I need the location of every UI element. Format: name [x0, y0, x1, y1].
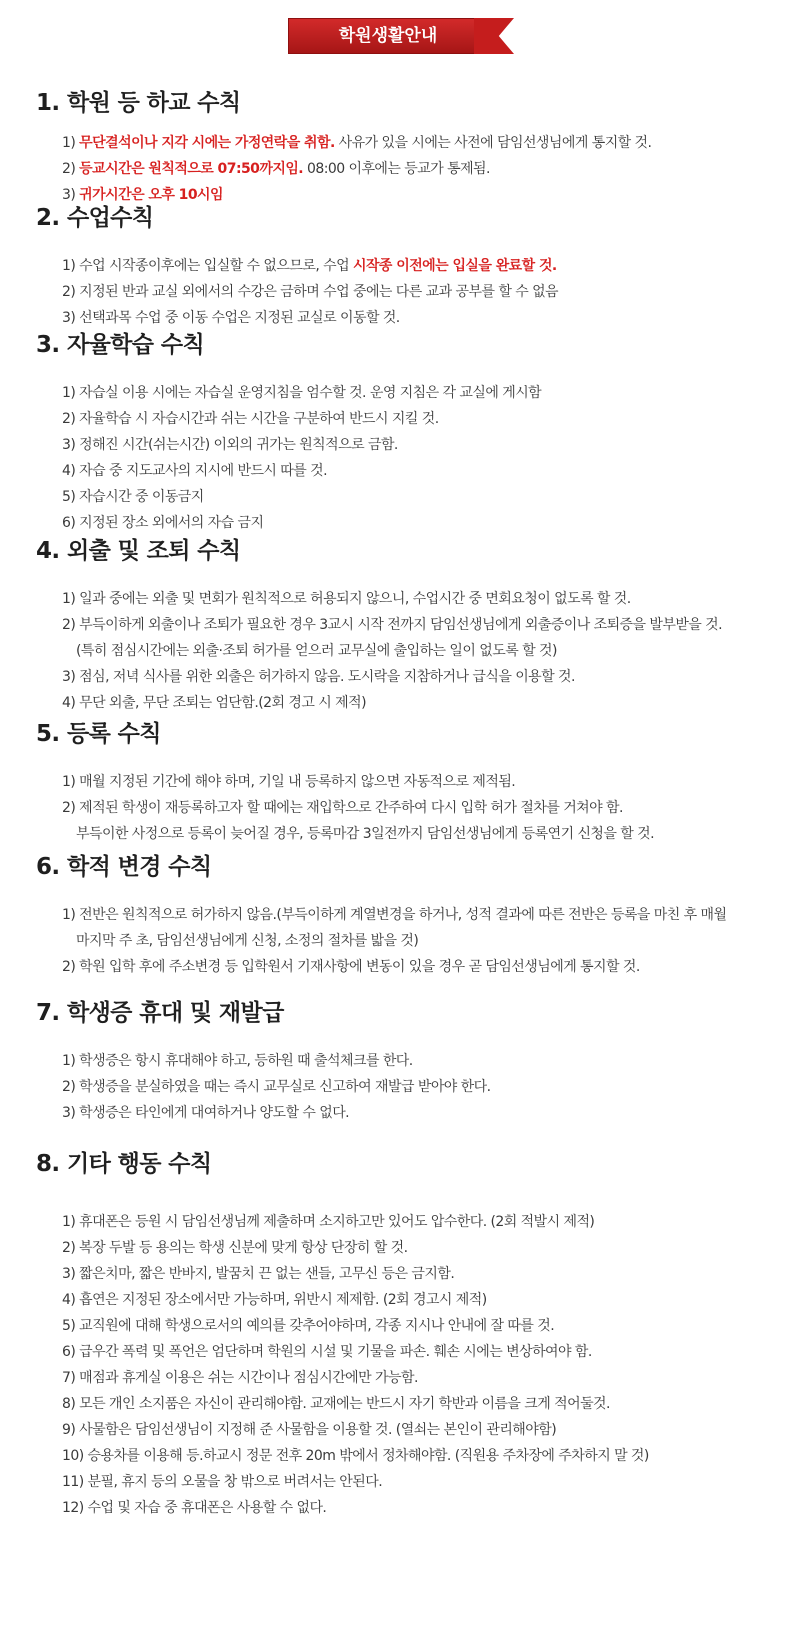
- title-banner: [288, 18, 514, 54]
- rule-number: 3): [62, 187, 80, 203]
- rule-number: 4): [62, 695, 80, 711]
- rule-number: 6): [62, 515, 80, 531]
- rule-text: 흡연은 지정된 장소에서만 가능하며, 위반시 제제함. (2회 경고시 제적): [79, 1292, 487, 1308]
- rule-number: 8): [62, 1396, 80, 1412]
- rule-text: 08:00 이후에는 등교가 통제됨.: [303, 161, 490, 177]
- rule-section: [36, 1145, 649, 1521]
- rule-text: 학원 입학 후에 주소변경 등 입학원서 기재사항에 변동이 있을 경우 곧 담임선생님에게 통지할 것.: [79, 959, 640, 975]
- page-title: 학원생활안내: [338, 26, 438, 46]
- rule-number: 4): [62, 463, 80, 479]
- rule-number: 3): [62, 310, 80, 326]
- rule-number: 5): [62, 1318, 80, 1334]
- rule-number: 2): [62, 800, 80, 816]
- rule-text: 수업 및 자습 중 휴대폰은 사용할 수 없다.: [87, 1500, 327, 1516]
- rule-item: [36, 586, 722, 612]
- rule-emphasis: 등교시간은 원칙적으로 07:50까지임.: [79, 161, 304, 177]
- rule-number: 3): [62, 669, 80, 685]
- rule-section: [36, 994, 491, 1126]
- rule-text: 일과 중에는 외출 및 면회가 원칙적으로 허용되지 않으니, 수업시간 중 면회요청이 없도록 할 것.: [79, 591, 631, 607]
- rule-emphasis: 시작종 이전에는 입실을 완료할 것.: [352, 258, 557, 274]
- rule-number: 2): [62, 617, 80, 633]
- rule-number: 1): [62, 774, 80, 790]
- rule-number: 1): [62, 907, 80, 923]
- rule-item: [36, 253, 558, 279]
- rule-item: [36, 458, 541, 484]
- rule-number: 1): [62, 258, 80, 274]
- rule-list: [36, 1209, 649, 1521]
- rule-text: 부득이한 사정으로 등록이 늦어질 경우, 등록마감 3일전까지 담임선생님에게 등록연기 신청을 할 것.: [76, 826, 655, 842]
- rule-item: [36, 380, 541, 406]
- rule-text: 자습실 이용 시에는 자습실 운영지침을 엄수할 것. 운영 지침은 각 교실에 게시함: [79, 385, 542, 401]
- rule-list: [36, 769, 654, 847]
- rule-number: 6): [62, 1344, 80, 1360]
- rule-number: 1): [62, 1053, 80, 1069]
- rule-item: [36, 928, 726, 954]
- rule-item: [36, 432, 541, 458]
- rule-item: [36, 902, 726, 928]
- rule-item: [36, 1339, 649, 1365]
- rule-text: 자율학습 시 자습시간과 쉬는 시간을 구분하여 반드시 지킬 것.: [79, 411, 439, 427]
- rule-number: 2): [62, 411, 80, 427]
- rule-item: [36, 156, 651, 182]
- rule-text: (특히 점심시간에는 외출·조퇴 허가를 얻으러 교무실에 출입하는 일이 없도록 할 것): [76, 643, 557, 659]
- rule-item: [36, 1365, 649, 1391]
- rule-section: [36, 199, 558, 331]
- rule-item: [36, 1495, 649, 1521]
- rule-emphasis: 무단결석이나 지각 시에는 가정연락을 취함.: [79, 135, 335, 151]
- rule-text: 학생증을 분실하였을 때는 즉시 교무실로 신고하여 재발급 받아야 한다.: [79, 1079, 491, 1095]
- rule-text: 사유가 있을 시에는 사전에 담임선생님에게 통지할 것.: [334, 135, 652, 151]
- rule-item: [36, 769, 654, 795]
- rule-item: [36, 638, 722, 664]
- rule-number: 9): [62, 1422, 80, 1438]
- section-heading: 1. 학원 등 하교 수칙: [36, 90, 241, 116]
- rule-text: 점심, 저녁 식사를 위한 외출은 허가하지 않음. 도시락을 지참하거나 급식을 이용할 것.: [79, 669, 575, 685]
- rule-item: [36, 1209, 649, 1235]
- rule-number: 3): [62, 437, 80, 453]
- rule-number: 2): [62, 1240, 80, 1256]
- section-heading: 4. 외출 및 조퇴 수칙: [36, 538, 241, 564]
- section-heading: 2. 수업수칙: [36, 205, 154, 231]
- rule-item: [36, 1443, 649, 1469]
- rule-list: [36, 902, 726, 980]
- rule-item: [36, 1391, 649, 1417]
- rule-section: [36, 715, 654, 847]
- rule-text: 지정된 장소 외에서의 자습 금지: [79, 515, 264, 531]
- rule-number: 5): [62, 489, 80, 505]
- rule-text: 무단 외출, 무단 조퇴는 엄단함.(2회 경고 시 제적): [79, 695, 366, 711]
- section-heading: 5. 등록 수칙: [36, 721, 161, 747]
- rule-item: [36, 612, 722, 638]
- rule-section: [36, 84, 651, 208]
- rule-number: 2): [62, 161, 80, 177]
- rule-text: 정해진 시간(쉬는시간) 이외의 귀가는 원칙적으로 금함.: [79, 437, 398, 453]
- rule-number: 3): [62, 1266, 80, 1282]
- rule-text: 사물함은 담임선생님이 지정해 준 사물함을 이용할 것. (열쇠는 본인이 관리해야함): [79, 1422, 557, 1438]
- rule-text: 학생증은 항시 휴대해야 하고, 등하원 때 출석체크를 한다.: [79, 1053, 413, 1069]
- rule-item: [36, 795, 654, 821]
- rule-text: 수업 시작종이후에는 입실할 수 없으므로, 수업: [79, 258, 353, 274]
- rule-number: 11): [62, 1474, 88, 1490]
- rule-text: 부득이하게 외출이나 조퇴가 필요한 경우 3교시 시작 전까지 담임선생님에게 외출증이나 조퇴증을 발부받을 것.: [79, 617, 723, 633]
- rule-number: 1): [62, 385, 80, 401]
- rule-text: 전반은 원칙적으로 허가하지 않음.(부득이하게 계열변경을 하거나, 성적 결과에 따른 전반은 등록을 마친 후 매월: [79, 907, 727, 923]
- rule-number: 1): [62, 591, 80, 607]
- section-heading: 3. 자율학습 수칙: [36, 332, 205, 358]
- rule-number: 2): [62, 959, 80, 975]
- rule-text: 모든 개인 소지품은 자신이 관리해야함. 교재에는 반드시 자기 학반과 이름을 크게 적어둘것.: [79, 1396, 610, 1412]
- rule-item: [36, 1074, 491, 1100]
- section-heading: 8. 기타 행동 수칙: [36, 1151, 212, 1177]
- rule-text: 마지막 주 초, 담임선생님에게 신청, 소정의 절차를 밟을 것): [76, 933, 419, 949]
- rule-text: 승용차를 이용해 등.하교시 정문 전후 20m 밖에서 정차해야함. (직원용 주차장에 주차하지 말 것): [87, 1448, 649, 1464]
- rule-number: 1): [62, 135, 80, 151]
- rule-number: 4): [62, 1292, 80, 1308]
- rule-item: [36, 1313, 649, 1339]
- rule-section: [36, 848, 726, 980]
- rule-item: [36, 664, 722, 690]
- rule-number: 10): [62, 1448, 88, 1464]
- rule-item: [36, 1287, 649, 1313]
- rule-number: 1): [62, 1214, 80, 1230]
- rule-text: 제적된 학생이 재등록하고자 할 때에는 재입학으로 간주하여 다시 입학 허가 절차를 거쳐야 함.: [79, 800, 623, 816]
- rule-text: 매점과 휴게실 이용은 쉬는 시간이나 점심시간에만 가능함.: [79, 1370, 418, 1386]
- rule-text: 급우간 폭력 및 폭언은 엄단하며 학원의 시설 및 기물을 파손. 훼손 시에는 변상하여야 함.: [79, 1344, 592, 1360]
- rule-item: [36, 1469, 649, 1495]
- rule-number: 2): [62, 1079, 80, 1095]
- rule-number: 12): [62, 1500, 88, 1516]
- rule-text: 학생증은 타인에게 대여하거나 양도할 수 없다.: [79, 1105, 350, 1121]
- rule-item: [36, 1261, 649, 1287]
- rule-text: 복장 두발 등 용의는 학생 신분에 맞게 항상 단장히 할 것.: [79, 1240, 408, 1256]
- rule-item: [36, 690, 722, 716]
- rule-list: [36, 586, 722, 716]
- rule-text: 선택과목 수업 중 이동 수업은 지정된 교실로 이동할 것.: [79, 310, 400, 326]
- rule-item: [36, 954, 726, 980]
- section-heading: 7. 학생증 휴대 및 재발급: [36, 1000, 284, 1026]
- rule-section: [36, 532, 722, 716]
- rule-section: [36, 326, 541, 536]
- rule-item: [36, 821, 654, 847]
- rule-item: [36, 1048, 491, 1074]
- rule-item: [36, 406, 541, 432]
- rule-item: [36, 130, 651, 156]
- rule-item: [36, 484, 541, 510]
- rule-text: 휴대폰은 등원 시 담임선생님께 제출하며 소지하고만 있어도 압수한다. (2회 적발시 제적): [79, 1214, 595, 1230]
- rule-number: 3): [62, 1105, 80, 1121]
- rule-list: [36, 130, 651, 208]
- rule-text: 짧은치마, 짧은 반바지, 발꿈치 끈 없는 샌들, 고무신 등은 금지함.: [79, 1266, 455, 1282]
- rule-text: 교직원에 대해 학생으로서의 예의를 갖추어야하며, 각종 지시나 안내에 잘 따를 것.: [79, 1318, 555, 1334]
- rule-item: [36, 1100, 491, 1126]
- rule-list: [36, 253, 558, 331]
- rule-number: 2): [62, 284, 80, 300]
- rule-item: [36, 1235, 649, 1261]
- rule-list: [36, 1048, 491, 1126]
- section-heading: 6. 학적 변경 수칙: [36, 854, 212, 880]
- rule-item: [36, 1417, 649, 1443]
- rule-text: 자습시간 중 이동금지: [79, 489, 204, 505]
- rule-list: [36, 380, 541, 536]
- rule-text: 지정된 반과 교실 외에서의 수강은 금하며 수업 중에는 다른 교과 공부를 할 수 없음: [79, 284, 559, 300]
- rule-number: 7): [62, 1370, 80, 1386]
- rule-emphasis: 귀가시간은 오후 10시임: [79, 187, 223, 203]
- rule-text: 분필, 휴지 등의 오물을 창 밖으로 버려서는 안된다.: [87, 1474, 383, 1490]
- rule-text: 자습 중 지도교사의 지시에 반드시 따를 것.: [79, 463, 328, 479]
- rule-item: [36, 279, 558, 305]
- rule-text: 매월 지정된 기간에 해야 하며, 기일 내 등록하지 않으면 자동적으로 제적됨.: [79, 774, 516, 790]
